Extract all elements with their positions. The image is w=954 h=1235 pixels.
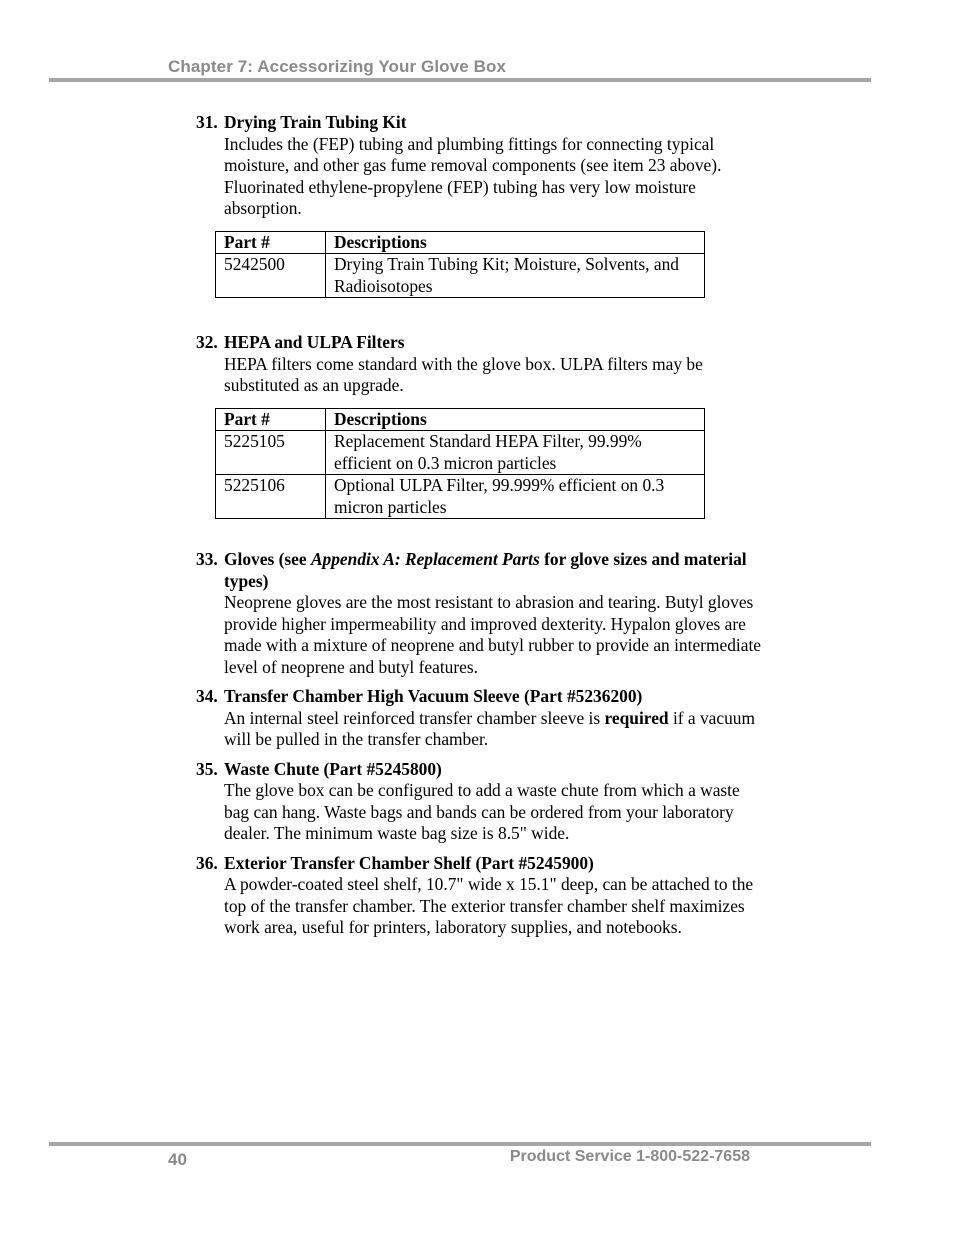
item-number: 33. [196,549,218,569]
page-number: 40 [168,1150,187,1169]
table-header-row [216,408,705,431]
description-cell: Optional ULPA Filter, 99.999% efficient on 0.3 micron particles [326,475,705,519]
footer-rule [49,1142,871,1146]
item-title-prefix: Gloves (see [224,549,311,569]
item-title-suffix: for glove sizes and material types) [224,549,747,591]
part-number-cell: 5242500 [216,254,326,298]
item-number: 32. [196,332,218,352]
column-header-descriptions: Descriptions [326,231,705,254]
description-cell: Replacement Standard HEPA Filter, 99.99% efficient on 0.3 micron particles [326,431,705,475]
item-body: The glove box can be configured to add a waste chute from which a waste bag can hang. Waste bags and bands can be ordered from your laboratory dealer. The minimum waste bag size is 8.5" wide. [224,780,740,843]
parts-table [215,231,705,299]
list-item-32 [196,332,766,541]
chapter-header: Chapter 7: Accessorizing Your Glove Box [168,57,507,76]
item-title: Exterior Transfer Chamber Shelf (Part #5245900) [224,852,594,873]
item-title: Waste Chute (Part #5245800) [224,758,442,779]
list-item-31 [196,112,766,324]
list-item-34 [196,686,766,751]
list-item-33 [196,549,766,678]
item-body: A powder-coated steel shelf, 10.7" wide x 15.1" deep, can be attached to the top of the transfer chamber. The exterior transfer chamber shelf maximizes work area, useful for printers, laboratory supplies, and notebooks. [224,874,754,937]
item-number: 31. [196,112,218,132]
part-number-cell: 5225106 [216,475,326,519]
item-number: 36. [196,852,218,873]
item-body-end: if a vacuum will be pulled in the transfer chamber. [224,707,756,749]
item-title: Drying Train Tubing Kit [224,112,407,132]
column-header-descriptions: Descriptions [326,408,705,431]
product-service-phone: Product Service 1-800-522-7658 [509,1148,750,1165]
appendix-reference: Appendix A: Replacement Parts [310,549,540,569]
part-number-cell: 5225105 [216,431,326,475]
item-title: Transfer Chamber High Vacuum Sleeve (Part #5236200) [224,686,643,706]
parts-table [215,408,705,520]
column-header-part: Part # [216,408,326,431]
item-body [224,708,766,751]
list-item-35 [196,759,766,845]
item-body: Neoprene gloves are the most resistant to abrasion and tearing. Butyl gloves provide higher impermeability and improved dexterity. Hypalon gloves are made with a mixture of neoprene and butyl rubber to provide an intermediate level of neoprene and butyl features. [224,592,761,677]
column-header-part: Part # [216,231,326,254]
item-body-start: An internal steel reinforced transfer chamber sleeve is [224,707,605,728]
table-row [216,254,705,298]
item-number: 34. [196,686,218,706]
item-title: HEPA and ULPA Filters [224,332,405,352]
table-row [216,475,705,519]
required-emphasis: required [604,707,669,728]
table-row [216,431,705,475]
item-number: 35. [196,758,218,779]
item-title [224,549,766,592]
item-body: HEPA filters come standard with the glove box. ULPA filters may be substituted as an upgrade. [224,353,703,395]
header-rule [49,78,871,82]
page-content [196,112,766,947]
table-header-row [216,231,705,254]
description-cell: Drying Train Tubing Kit; Moisture, Solvents, and Radioisotopes [326,254,705,298]
list-item-36 [196,853,766,939]
item-body: Includes the (FEP) tubing and plumbing fittings for connecting typical moisture, and other gas fume removal components (see item 23 above). Fluorinated ethylene-propylene (FEP) tubing has very low moisture absorption. [224,133,722,218]
